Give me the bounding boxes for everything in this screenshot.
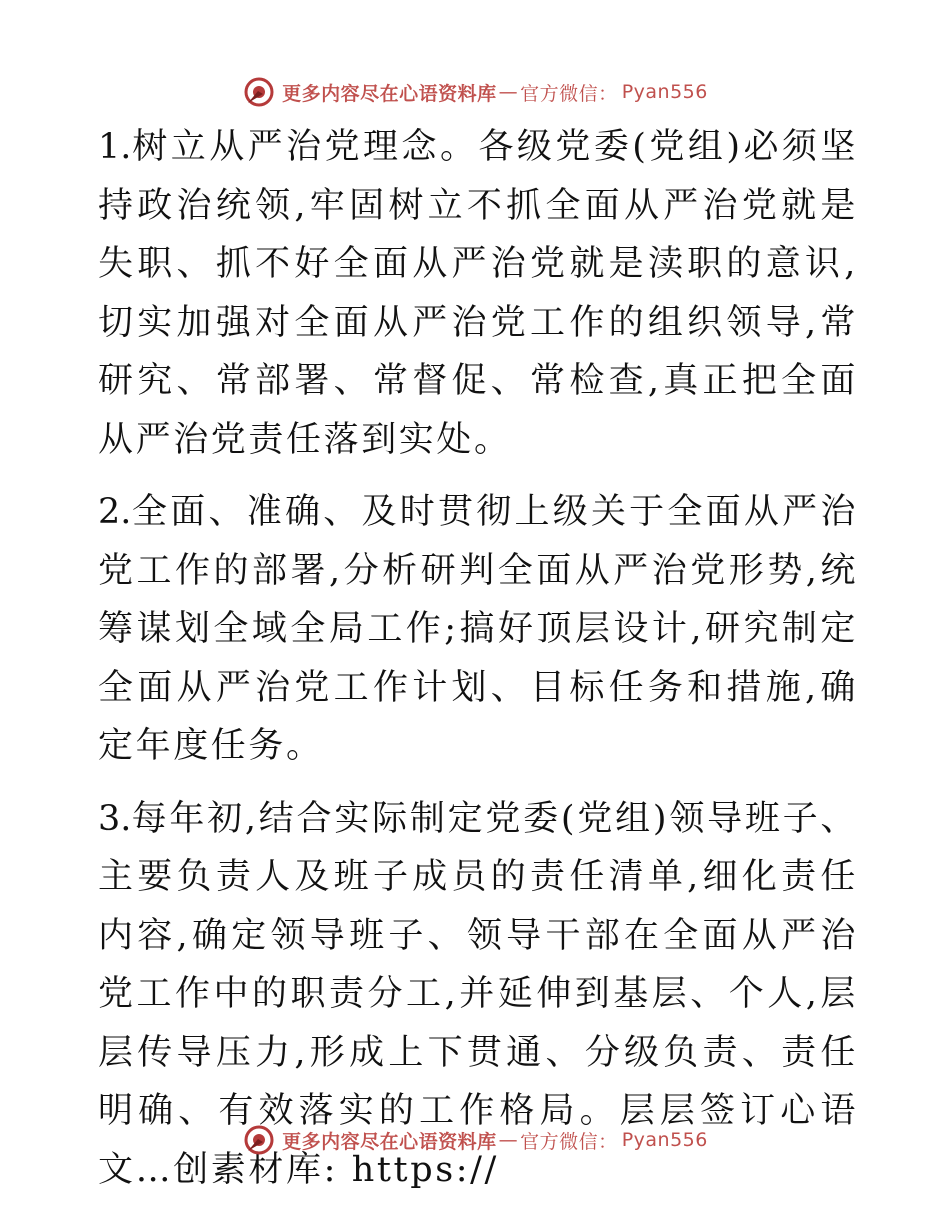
paragraph-1 (98, 118, 858, 469)
watermark-main-text: 更多内容尽在心语资料库 (282, 1130, 497, 1153)
watermark-wechat-label: 官方微信： (520, 1130, 618, 1153)
watermark-main-text: 更多内容尽在心语资料库 (282, 82, 497, 105)
document-body (98, 118, 858, 1213)
header-watermark (0, 72, 950, 112)
watermark-wechat-id: Pyan556 (621, 1129, 708, 1151)
footer-watermark (0, 1120, 950, 1160)
paragraph-number: 3. (98, 798, 132, 839)
paragraph-number: 2. (98, 492, 132, 532)
paragraph-text: 全面、准确、及时贯彻上级关于全面从严治党工作的部署,分析研判全面从严治党形势,统筹谋划全域全局工作;搞好顶层设计,研究制定全面从严治党工作计划、目标任务和措施,确定年度任务。 (98, 492, 858, 766)
paragraph-text: 树立从严治党理念。各级党委(党组)必须坚持政治统领,牢固树立不抓全面从严治党就是失职、抓不好全面从严治党就是渎职的意识,切实加强对全面从严治党工作的组织领导,常研究、常部署、常督促、常检查,真正把全面从严治党责任落到实处。 (98, 127, 858, 460)
watermark-wechat-label: 官方微信： (520, 82, 618, 105)
watermark-dash: — (498, 1129, 519, 1151)
watermark-wechat-id: Pyan556 (621, 81, 708, 103)
paragraph-number: 1. (98, 127, 132, 167)
watermark-dash: — (498, 81, 519, 103)
logo-icon (242, 75, 276, 109)
logo-icon (242, 1123, 276, 1157)
paragraph-text: 每年初,结合实际制定党委(党组)领导班子、主要负责人及班子成员的责任清单,细化责任内容,确定领导班子、领导干部在全面从严治党工作中的职责分工,并延伸到基层、个人,层层传导压力,形成上下贯通、分级负责、责任明确、有效落实的工作格局。层层签订心语文…创素材库: https:// (98, 798, 858, 1190)
paragraph-2 (98, 483, 858, 776)
